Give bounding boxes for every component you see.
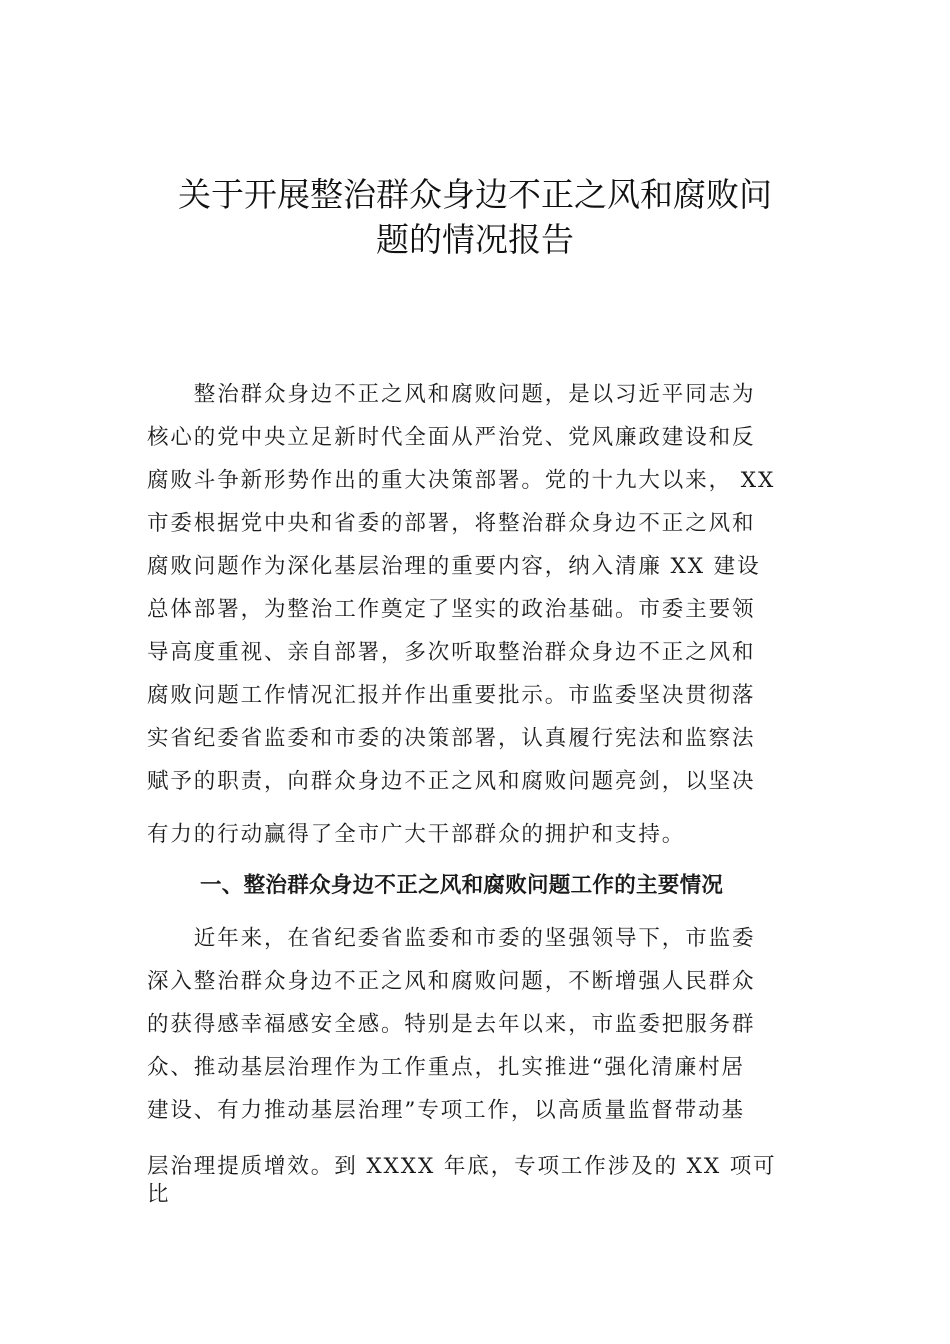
intro-line-5: 腐败问题作为深化基层治理的重要内容，纳入清廉 XX 建设 <box>147 554 761 579</box>
intro-line-2: 核心的党中央立足新时代全面从严治党、党风廉政建设和反 <box>147 425 756 450</box>
section-1-line-1: 近年来，在省纪委省监委和市委的坚强领导下，市监委 <box>147 926 756 951</box>
intro-line-1: 整治群众身边不正之风和腐败问题，是以习近平同志为 <box>147 382 756 407</box>
intro-line-6: 总体部署，为整治工作奠定了坚实的政治基础。市委主要领 <box>147 597 756 622</box>
document-title <box>150 172 800 262</box>
section-1-line-6: 层治理提质增效。到 XXXX 年底，专项工作涉及的 XX 项可 <box>147 1154 777 1179</box>
section-1-heading: 一、整治群众身边不正之风和腐败问题工作的主要情况 <box>200 873 724 898</box>
intro-line-7: 导高度重视、亲自部署，多次听取整治群众身边不正之风和 <box>147 640 756 665</box>
title-line-2: 题的情况报告 <box>376 220 574 259</box>
intro-line-11: 有力的行动赢得了全市广大干部群众的拥护和支持。 <box>147 822 686 847</box>
title-line-1: 关于开展整治群众身边不正之风和腐败问 <box>178 175 772 214</box>
intro-line-8: 腐败问题工作情况汇报并作出重要批示。市监委坚决贯彻落 <box>147 683 756 708</box>
section-1-line-5: 建设、有力推动基层治理”专项工作，以高质量监督带动基 <box>147 1098 745 1123</box>
section-1-line-2: 深入整治群众身边不正之风和腐败问题，不断增强人民群众 <box>147 969 756 994</box>
section-1-line-3: 的获得感幸福感安全感。特别是去年以来，市监委把服务群 <box>147 1012 756 1037</box>
intro-line-9: 实省纪委省监委和市委的决策部署，认真履行宪法和监察法 <box>147 726 756 751</box>
intro-line-3: 腐败斗争新形势作出的重大决策部署。党的十九大以来， XX <box>147 468 776 493</box>
intro-line-4: 市委根据党中央和省委的部署，将整治群众身边不正之风和 <box>147 511 756 536</box>
section-1-line-7: 比 <box>147 1182 171 1207</box>
section-1-line-4: 众、推动基层治理作为工作重点，扎实推进“强化清廉村居 <box>147 1055 745 1080</box>
intro-line-10: 赋予的职责，向群众身边不正之风和腐败问题亮剑，以坚决 <box>147 769 756 794</box>
